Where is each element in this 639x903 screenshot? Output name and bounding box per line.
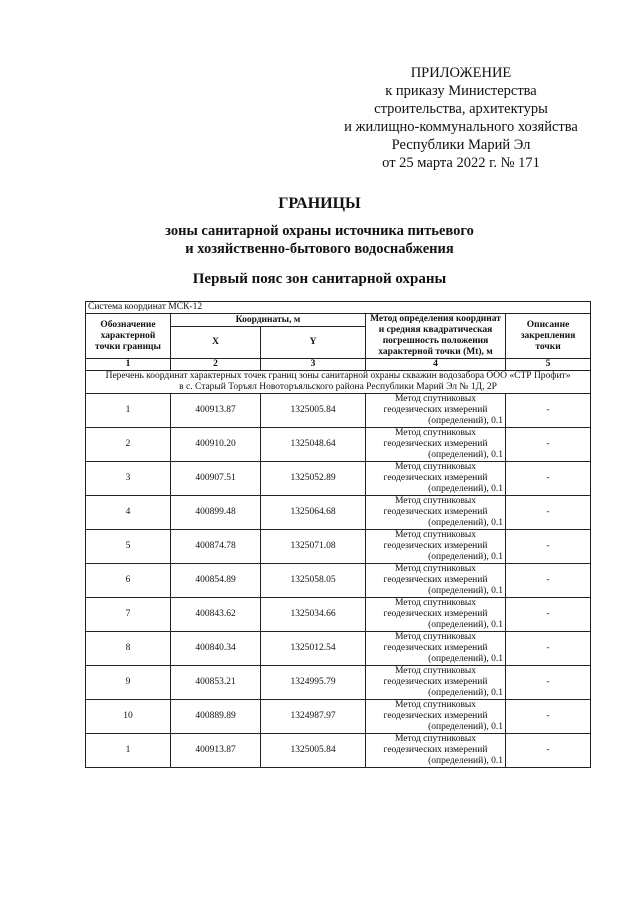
method-line: (определений), 0.1 xyxy=(428,450,503,460)
point-number: 1 xyxy=(86,394,171,428)
table-row xyxy=(86,394,591,428)
point-number: 1 xyxy=(86,734,171,768)
coordinate-system: Система координат МСК-12 xyxy=(86,302,591,314)
coordinate-x: 400899.48 xyxy=(171,496,261,530)
table-row xyxy=(86,564,591,598)
table-note-line-1: Перечень координат характерных точек границ зоны санитарной охраны скважин водозабора ООО «СТР Профит» xyxy=(105,371,571,381)
header-method-line: и средняя квадратическая xyxy=(378,325,493,335)
table-body xyxy=(86,394,591,768)
column-number: 1 xyxy=(86,359,171,371)
coordinate-x: 400910.20 xyxy=(171,428,261,462)
point-number: 5 xyxy=(86,530,171,564)
point-number: 7 xyxy=(86,598,171,632)
method-line: геодезических измерений xyxy=(383,745,488,755)
table-row xyxy=(86,598,591,632)
coordinate-y: 1325058.05 xyxy=(261,564,366,598)
header-point-line: характерной xyxy=(100,330,156,341)
point-number: 4 xyxy=(86,496,171,530)
point-number: 10 xyxy=(86,700,171,734)
column-number: 3 xyxy=(261,359,366,371)
point-description: - xyxy=(506,700,591,734)
point-number: 3 xyxy=(86,462,171,496)
method-line: (определений), 0.1 xyxy=(428,722,503,732)
point-description: - xyxy=(506,734,591,768)
table-row xyxy=(86,734,591,768)
method-line: (определений), 0.1 xyxy=(428,552,503,562)
method-line: (определений), 0.1 xyxy=(428,756,503,766)
header-x: X xyxy=(171,327,261,359)
appendix-heading: ПРИЛОЖЕНИЕ xyxy=(410,65,512,81)
header-method-line: погрешность положения xyxy=(382,336,489,346)
point-description: - xyxy=(506,462,591,496)
coordinate-y: 1325034.66 xyxy=(261,598,366,632)
coordinate-x: 400854.89 xyxy=(171,564,261,598)
header-method xyxy=(366,314,506,359)
point-number: 9 xyxy=(86,666,171,700)
point-number: 6 xyxy=(86,564,171,598)
coordinate-y: 1325005.84 xyxy=(261,394,366,428)
method-cell xyxy=(366,496,506,530)
method-cell xyxy=(366,666,506,700)
method-line: геодезических измерений xyxy=(383,609,488,619)
coordinate-y: 1325052.89 xyxy=(261,462,366,496)
header-y: Y xyxy=(261,327,366,359)
coordinate-x: 400907.51 xyxy=(171,462,261,496)
header-point xyxy=(86,314,171,359)
appendix-date-line: от 25 марта 2022 г. № 171 xyxy=(382,155,540,171)
coordinate-y: 1324987.97 xyxy=(261,700,366,734)
coordinate-y: 1325048.64 xyxy=(261,428,366,462)
header-description-line: закрепления xyxy=(520,330,576,341)
point-description: - xyxy=(506,598,591,632)
method-line: (определений), 0.1 xyxy=(428,654,503,664)
appendix-line: строительства, архитектуры xyxy=(374,101,548,117)
coordinate-y: 1324995.79 xyxy=(261,666,366,700)
method-line: (определений), 0.1 xyxy=(428,620,503,630)
coordinate-y: 1325012.54 xyxy=(261,632,366,666)
method-line: геодезических измерений xyxy=(383,439,488,449)
coordinate-x: 400853.21 xyxy=(171,666,261,700)
header-coordinates: Координаты, м xyxy=(171,314,366,327)
method-line: (определений), 0.1 xyxy=(428,586,503,596)
method-cell xyxy=(366,632,506,666)
header-method-line: Метод определения координат xyxy=(370,314,501,324)
method-cell xyxy=(366,530,506,564)
method-line: (определений), 0.1 xyxy=(428,416,503,426)
point-description: - xyxy=(506,564,591,598)
appendix-line: к приказу Министерства xyxy=(385,83,537,99)
table-row xyxy=(86,428,591,462)
appendix-line: Республики Марий Эл xyxy=(391,137,531,153)
subtitle-line-2: и хозяйственно-бытового водоснабжения xyxy=(185,241,454,257)
table-note xyxy=(86,371,591,394)
coordinate-y: 1325071.08 xyxy=(261,530,366,564)
subtitle-line-1: зоны санитарной охраны источника питьевого xyxy=(165,223,474,239)
point-description: - xyxy=(506,666,591,700)
column-number: 5 xyxy=(506,359,591,371)
method-line: Метод спутниковых xyxy=(394,700,477,710)
table-row xyxy=(86,632,591,666)
coordinate-x: 400913.87 xyxy=(171,394,261,428)
column-number: 4 xyxy=(366,359,506,371)
method-cell xyxy=(366,394,506,428)
point-description: - xyxy=(506,394,591,428)
method-cell xyxy=(366,734,506,768)
point-description: - xyxy=(506,496,591,530)
method-line: геодезических измерений xyxy=(383,541,488,551)
header-point-line: Обозначение xyxy=(100,319,156,330)
table-row xyxy=(86,530,591,564)
coordinate-x: 400843.62 xyxy=(171,598,261,632)
table-row xyxy=(86,462,591,496)
method-line: геодезических измерений xyxy=(383,711,488,721)
belt-title: Первый пояс зон санитарной охраны xyxy=(192,271,447,287)
coordinate-x: 400874.78 xyxy=(171,530,261,564)
point-number: 8 xyxy=(86,632,171,666)
header-description-line: точки xyxy=(535,341,561,352)
method-line: (определений), 0.1 xyxy=(428,688,503,698)
method-line: геодезических измерений xyxy=(383,507,488,517)
coordinate-y: 1325005.84 xyxy=(261,734,366,768)
table-row xyxy=(86,496,591,530)
method-line: геодезических измерений xyxy=(383,643,488,653)
method-line: Метод спутниковых xyxy=(394,564,477,574)
document-subtitle xyxy=(0,222,639,258)
document-title: ГРАНИЦЫ xyxy=(278,195,361,212)
method-cell xyxy=(366,462,506,496)
method-cell xyxy=(366,564,506,598)
table-note-line-2: в с. Старый Торъял Новоторъяльского района Республики Марий Эл № 1Д, 2Р xyxy=(179,382,497,392)
coordinate-x: 400889.89 xyxy=(171,700,261,734)
method-line: геодезических измерений xyxy=(383,677,488,687)
point-number: 2 xyxy=(86,428,171,462)
method-cell xyxy=(366,598,506,632)
method-line: Метод спутниковых xyxy=(394,394,477,404)
method-line: Метод спутниковых xyxy=(394,462,477,472)
method-line: Метод спутниковых xyxy=(394,632,477,642)
coordinate-x: 400913.87 xyxy=(171,734,261,768)
appendix-line: и жилищно-коммунального хозяйства xyxy=(344,119,578,135)
coordinates-table xyxy=(85,301,591,768)
method-line: (определений), 0.1 xyxy=(428,484,503,494)
coordinate-y: 1325064.68 xyxy=(261,496,366,530)
header-description xyxy=(506,314,591,359)
header-method-line: характерной точки (Mt), м xyxy=(378,347,493,357)
point-description: - xyxy=(506,428,591,462)
coordinate-x: 400840.34 xyxy=(171,632,261,666)
method-line: геодезических измерений xyxy=(383,473,488,483)
method-line: Метод спутниковых xyxy=(394,666,477,676)
method-line: Метод спутниковых xyxy=(394,734,477,744)
method-line: Метод спутниковых xyxy=(394,530,477,540)
method-line: Метод спутниковых xyxy=(394,598,477,608)
method-cell xyxy=(366,700,506,734)
point-description: - xyxy=(506,632,591,666)
header-point-line: точки границы xyxy=(95,341,161,352)
header-description-line: Описание xyxy=(526,319,570,330)
table-row xyxy=(86,666,591,700)
method-line: Метод спутниковых xyxy=(394,428,477,438)
appendix-block xyxy=(330,64,592,172)
column-number: 2 xyxy=(171,359,261,371)
table-row xyxy=(86,700,591,734)
method-cell xyxy=(366,428,506,462)
method-line: геодезических измерений xyxy=(383,575,488,585)
method-line: геодезических измерений xyxy=(383,405,488,415)
point-description: - xyxy=(506,530,591,564)
method-line: (определений), 0.1 xyxy=(428,518,503,528)
method-line: Метод спутниковых xyxy=(394,496,477,506)
